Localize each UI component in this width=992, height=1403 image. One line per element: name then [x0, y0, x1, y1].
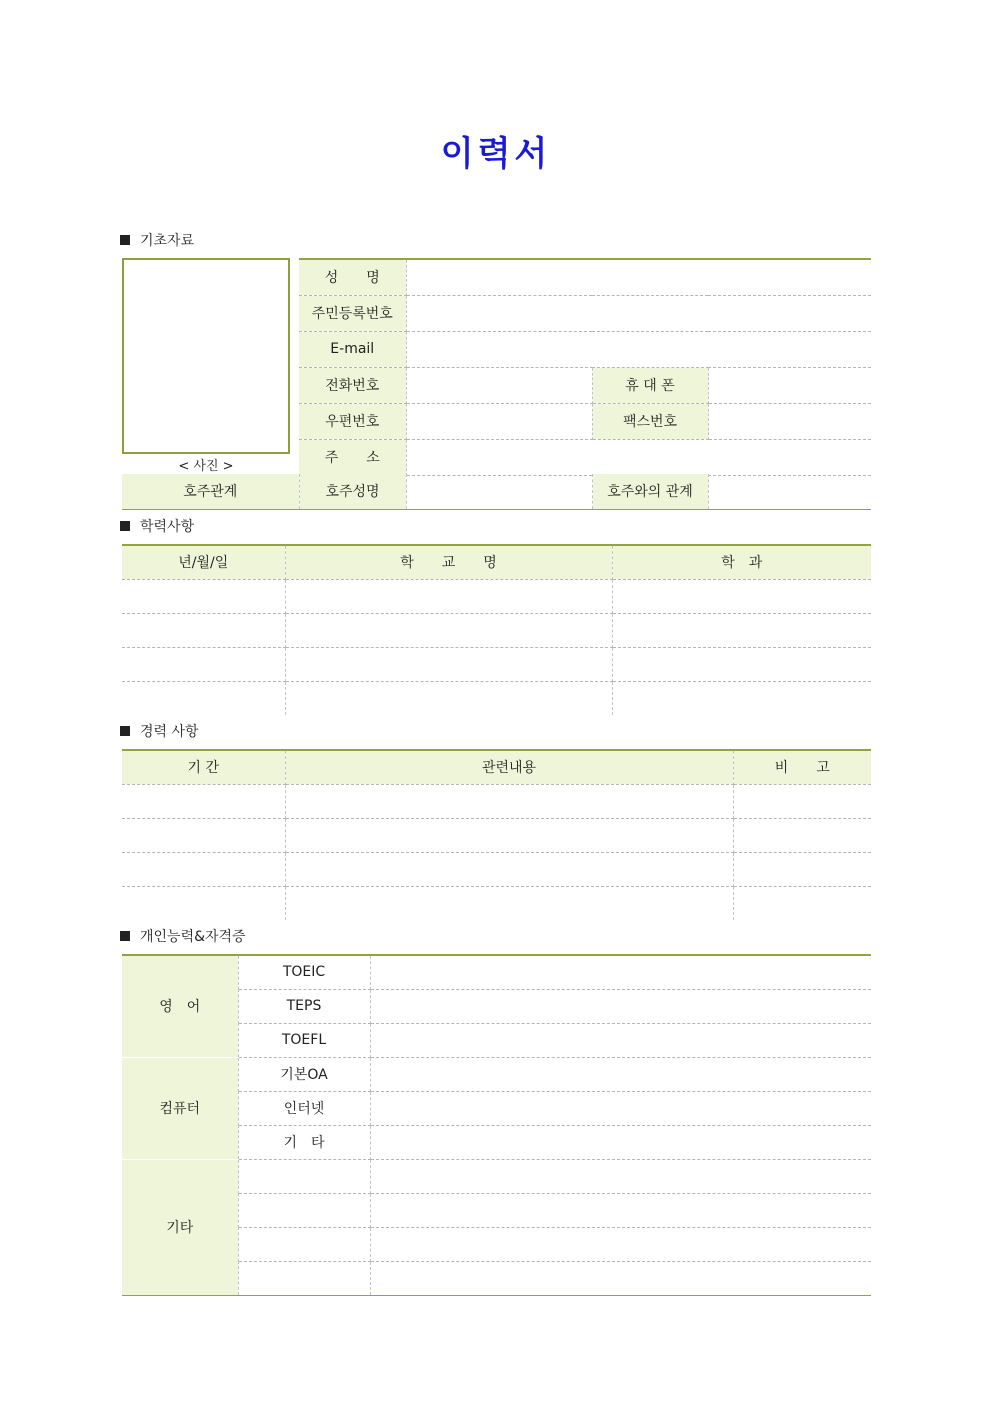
- header-school: 학 교 명: [285, 545, 612, 579]
- square-bullet-icon: [120, 521, 130, 531]
- input-resident-no[interactable]: [406, 295, 871, 331]
- section-basic-heading: [120, 230, 194, 250]
- label-resident-no: 주민등록번호: [299, 295, 406, 331]
- label-other: 기타: [122, 1159, 238, 1295]
- label-address: 주 소: [299, 439, 406, 475]
- label-email: E-mail: [299, 331, 406, 367]
- label-toefl: TOEFL: [238, 1023, 370, 1057]
- square-bullet-icon: [120, 726, 130, 736]
- input-teps[interactable]: [370, 989, 871, 1023]
- label-teps: TEPS: [238, 989, 370, 1023]
- cell-content[interactable]: [285, 784, 733, 818]
- section-skills-title: 개인능력&자격증: [140, 929, 246, 945]
- input-mobile[interactable]: [708, 367, 871, 403]
- cell-date[interactable]: [122, 681, 285, 715]
- square-bullet-icon: [120, 235, 130, 245]
- input-phone[interactable]: [406, 367, 592, 403]
- input-other-value[interactable]: [370, 1227, 871, 1261]
- input-other-label[interactable]: [238, 1227, 370, 1261]
- input-email[interactable]: [406, 331, 871, 367]
- label-head-name: 호주성명: [299, 474, 406, 509]
- label-postal: 우편번호: [299, 403, 406, 439]
- cell-content[interactable]: [285, 852, 733, 886]
- label-toeic: TOEIC: [238, 955, 370, 989]
- table-row: [122, 613, 871, 647]
- cell-date[interactable]: [122, 613, 285, 647]
- cell-period[interactable]: [122, 784, 285, 818]
- cell-school[interactable]: [285, 613, 612, 647]
- input-toeic[interactable]: [370, 955, 871, 989]
- cell-remark[interactable]: [733, 818, 871, 852]
- label-fax: 팩스번호: [592, 403, 708, 439]
- skills-table: [122, 954, 871, 1296]
- table-row: [122, 818, 871, 852]
- table-row: [122, 681, 871, 715]
- section-career-heading: [120, 721, 199, 741]
- label-mobile: 휴 대 폰: [592, 367, 708, 403]
- cell-content[interactable]: [285, 886, 733, 920]
- table-row: [122, 647, 871, 681]
- input-etc[interactable]: [370, 1125, 871, 1159]
- section-education-title: 학력사항: [140, 519, 195, 535]
- cell-school[interactable]: [285, 647, 612, 681]
- input-head-relation[interactable]: [708, 474, 871, 509]
- cell-date[interactable]: [122, 647, 285, 681]
- header-date: 년/월/일: [122, 545, 285, 579]
- label-head-relation2: 호주와의 관계: [592, 474, 708, 509]
- label-internet: 인터넷: [238, 1091, 370, 1125]
- family-head-table: [122, 474, 871, 510]
- header-period: 기 간: [122, 750, 285, 784]
- page-title: 이력서: [440, 134, 552, 174]
- header-content: 관련내용: [285, 750, 733, 784]
- section-education-heading: [120, 516, 194, 536]
- label-etc: 기 타: [238, 1125, 370, 1159]
- label-phone: 전화번호: [299, 367, 406, 403]
- photo-box[interactable]: [122, 258, 290, 454]
- input-fax[interactable]: [708, 403, 871, 439]
- input-postal[interactable]: [406, 403, 592, 439]
- table-row: [122, 886, 871, 920]
- cell-date[interactable]: [122, 579, 285, 613]
- input-other-value[interactable]: [370, 1261, 871, 1295]
- label-basic-oa: 기본OA: [238, 1057, 370, 1091]
- cell-major[interactable]: [612, 647, 871, 681]
- section-basic-title: 기초자료: [140, 233, 195, 249]
- input-name[interactable]: [406, 259, 871, 295]
- cell-major[interactable]: [612, 579, 871, 613]
- input-other-label[interactable]: [238, 1159, 370, 1193]
- cell-remark[interactable]: [733, 784, 871, 818]
- section-career-title: 경력 사항: [140, 724, 199, 740]
- cell-school[interactable]: [285, 579, 612, 613]
- input-other-value[interactable]: [370, 1159, 871, 1193]
- input-other-label[interactable]: [238, 1261, 370, 1295]
- photo-label: < 사진 >: [178, 459, 234, 474]
- input-toefl[interactable]: [370, 1023, 871, 1057]
- input-address[interactable]: [406, 439, 871, 475]
- cell-remark[interactable]: [733, 886, 871, 920]
- cell-school[interactable]: [285, 681, 612, 715]
- cell-period[interactable]: [122, 852, 285, 886]
- section-skills-heading: [120, 926, 246, 946]
- cell-period[interactable]: [122, 818, 285, 852]
- header-major: 학 과: [612, 545, 871, 579]
- input-head-name[interactable]: [406, 474, 592, 509]
- cell-major[interactable]: [612, 613, 871, 647]
- education-table: [122, 544, 871, 715]
- table-row: [122, 784, 871, 818]
- cell-remark[interactable]: [733, 852, 871, 886]
- label-computer: 컴퓨터: [122, 1057, 238, 1159]
- cell-period[interactable]: [122, 886, 285, 920]
- table-row: [122, 852, 871, 886]
- input-basic-oa[interactable]: [370, 1057, 871, 1091]
- table-row: [122, 579, 871, 613]
- label-head-relation: 호주관계: [122, 474, 299, 509]
- label-english: 영 어: [122, 955, 238, 1057]
- square-bullet-icon: [120, 931, 130, 941]
- input-internet[interactable]: [370, 1091, 871, 1125]
- cell-content[interactable]: [285, 818, 733, 852]
- header-remark: 비 고: [733, 750, 871, 784]
- input-other-label[interactable]: [238, 1193, 370, 1227]
- input-other-value[interactable]: [370, 1193, 871, 1227]
- basic-info-table: [299, 258, 871, 476]
- label-name: 성 명: [299, 259, 406, 295]
- cell-major[interactable]: [612, 681, 871, 715]
- career-table: [122, 749, 871, 920]
